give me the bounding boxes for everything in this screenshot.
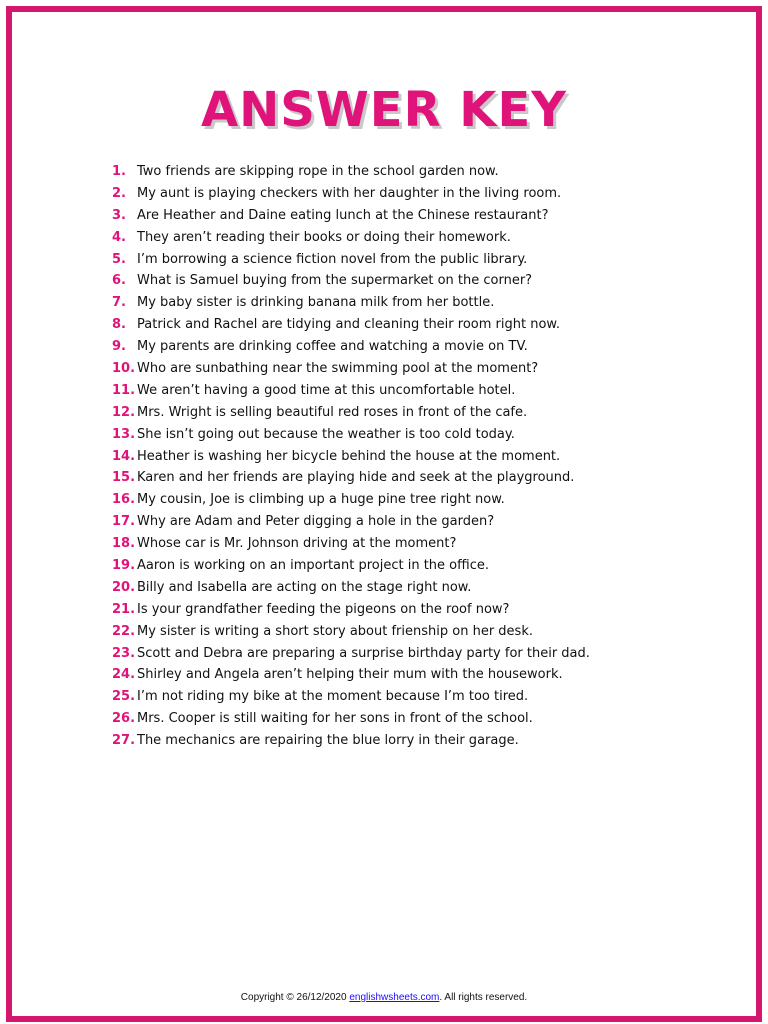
answer-number: 23. [112, 645, 136, 661]
answer-number: 20. [112, 579, 136, 595]
answer-number: 9. [112, 339, 126, 355]
copyright-suffix: . All rights reserved. [439, 992, 528, 1003]
answer-number: 5. [112, 251, 126, 267]
answer-item [112, 533, 590, 555]
answer-item [112, 621, 590, 643]
answer-number: 12. [112, 404, 136, 420]
answer-sentence: They aren’t reading their books or doing their homework. [137, 229, 511, 245]
answer-item [112, 664, 590, 686]
answer-number: 17. [112, 514, 136, 530]
answer-item [112, 314, 590, 336]
answer-item [112, 511, 590, 533]
answer-number: 11. [112, 382, 136, 398]
answer-sentence: Mrs. Wright is selling beautiful red roses in front of the cafe. [137, 404, 528, 420]
answer-item [112, 467, 590, 489]
answer-item [112, 686, 590, 708]
answer-sentence: The mechanics are repairing the blue lorry in their garage. [137, 733, 519, 749]
answer-sentence: Whose car is Mr. Johnson driving at the moment? [137, 536, 457, 552]
answer-item [112, 183, 590, 205]
answer-sentence: Shirley and Angela aren’t helping their mum with the housework. [137, 667, 563, 683]
answer-number: 22. [112, 623, 136, 639]
answer-number: 4. [112, 229, 126, 245]
answer-item [112, 336, 590, 358]
answer-item [112, 599, 590, 621]
answer-sentence: Two friends are skipping rope in the school garden now. [137, 164, 499, 179]
answer-number: 14. [112, 448, 136, 464]
answer-sentence: Who are sunbathing near the swimming pool at the moment? [137, 361, 539, 377]
answer-number: 24. [112, 667, 136, 683]
answer-sentence: My baby sister is drinking banana milk from her bottle. [137, 295, 495, 311]
answer-number: 3. [112, 207, 126, 223]
answer-item [112, 270, 590, 292]
page-title: ANSWER KEY [200, 82, 568, 138]
answer-sentence: Heather is washing her bicycle behind the house at the moment. [137, 448, 561, 464]
answer-number: 13. [112, 426, 136, 442]
answer-sentence: She isn’t going out because the weather is too cold today. [137, 426, 515, 442]
answer-sentence: Scott and Debra are preparing a surprise birthday party for their dad. [137, 645, 590, 661]
answer-item [112, 424, 590, 446]
answer-sentence: Billy and Isabella are acting on the stage right now. [137, 579, 472, 595]
answer-item [112, 380, 590, 402]
answer-number: 1. [112, 164, 126, 179]
answer-sentence: Are Heather and Daine eating lunch at the Chinese restaurant? [137, 207, 549, 223]
answer-item [112, 358, 590, 380]
answer-item [112, 205, 590, 227]
answer-number: 18. [112, 536, 136, 552]
answer-item [112, 402, 590, 424]
answer-sentence: Mrs. Cooper is still waiting for her sons in front of the school. [137, 711, 533, 727]
answer-number: 7. [112, 295, 126, 311]
answer-item [112, 227, 590, 249]
answer-item [112, 555, 590, 577]
answer-sentence: I’m borrowing a science fiction novel from the public library. [137, 251, 528, 267]
answer-sentence: Is your grandfather feeding the pigeons on the roof now? [137, 601, 510, 617]
website-link[interactable]: englishwsheets.com [349, 992, 440, 1003]
answer-number: 2. [112, 185, 126, 201]
answer-number: 16. [112, 492, 136, 508]
answer-item [112, 730, 590, 752]
answer-item [112, 292, 590, 314]
answer-item [112, 489, 590, 511]
copyright-footer [0, 992, 768, 1003]
answer-number: 15. [112, 470, 136, 486]
answer-list [112, 161, 590, 752]
answer-item [112, 161, 590, 183]
answer-sentence: Why are Adam and Peter digging a hole in the garden? [137, 514, 495, 530]
answer-number: 21. [112, 601, 136, 617]
answer-number: 19. [112, 558, 136, 574]
answer-item [112, 446, 590, 468]
answer-sentence: My cousin, Joe is climbing up a huge pine tree right now. [137, 492, 505, 508]
answer-number: 26. [112, 711, 136, 727]
answer-number: 6. [112, 273, 126, 289]
answer-item [112, 708, 590, 730]
answer-number: 8. [112, 317, 126, 333]
answer-item [112, 643, 590, 665]
answer-number: 10. [112, 361, 136, 377]
answer-sentence: What is Samuel buying from the supermarket on the corner? [137, 273, 533, 289]
answer-number: 25. [112, 689, 136, 705]
answer-sentence: My parents are drinking coffee and watching a movie on TV. [137, 339, 528, 355]
answer-sentence: Karen and her friends are playing hide and seek at the playground. [137, 470, 575, 486]
answer-sentence: My sister is writing a short story about frienship on her desk. [137, 623, 533, 639]
answer-sentence: Patrick and Rachel are tidying and cleaning their room right now. [137, 317, 560, 333]
copyright-text: Copyright © 26/12/2020 [240, 992, 347, 1003]
answer-sentence: My aunt is playing checkers with her daughter in the living room. [137, 185, 562, 201]
answer-sentence: I’m not riding my bike at the moment because I’m too tired. [137, 689, 529, 705]
answer-sentence: We aren’t having a good time at this uncomfortable hotel. [137, 382, 516, 398]
answer-item [112, 249, 590, 271]
answer-sentence: Aaron is working on an important project in the office. [137, 558, 489, 574]
answer-item [112, 577, 590, 599]
answer-number: 27. [112, 733, 136, 749]
